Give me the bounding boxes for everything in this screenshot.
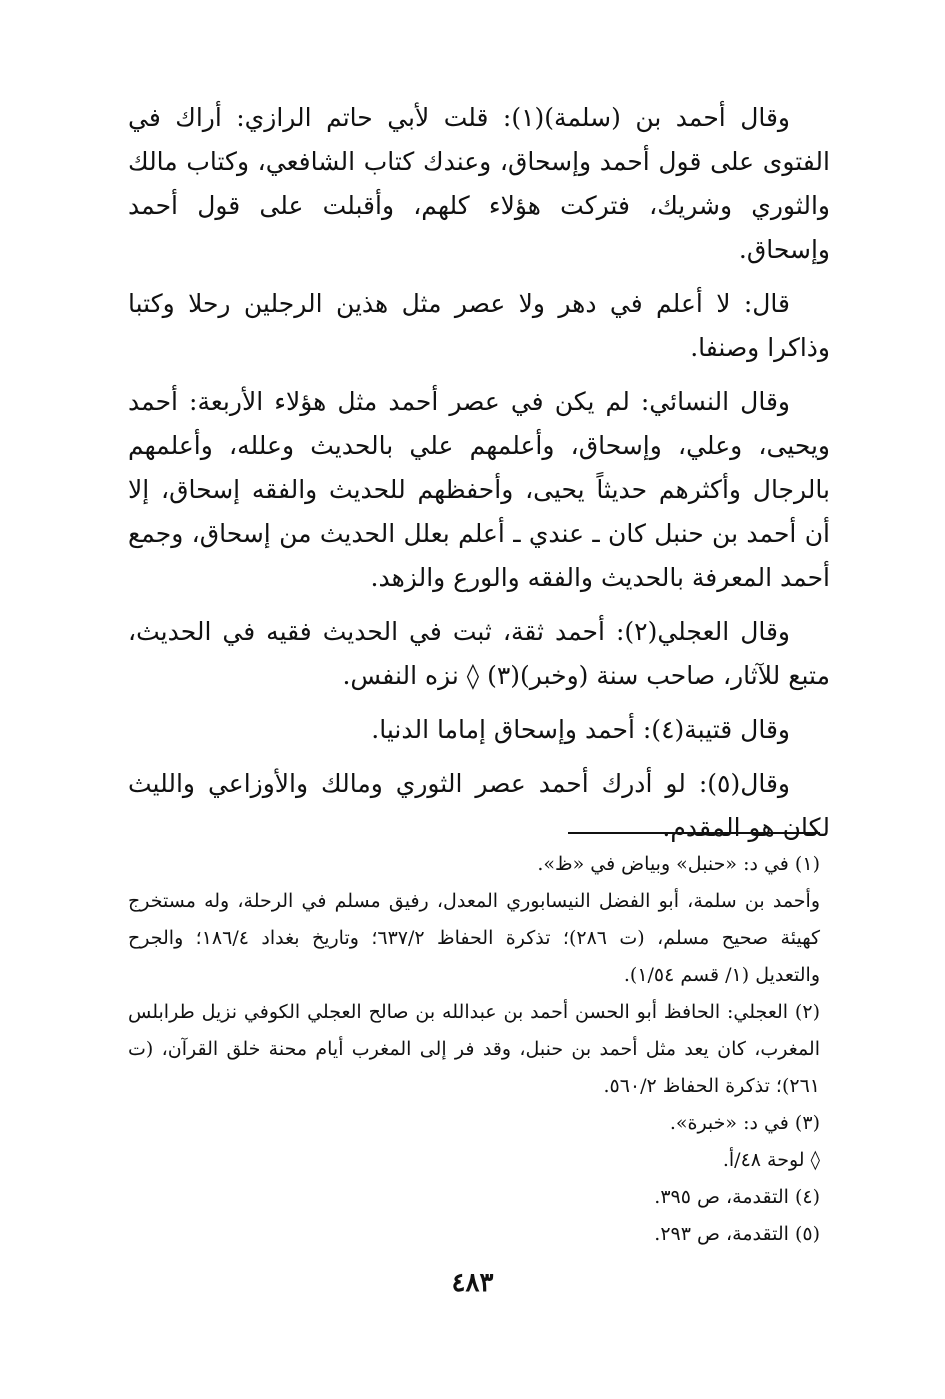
page-number: ٤٨٣: [451, 1268, 494, 1298]
paragraph-5: وقال قتيبة(٤): أحمد وإسحاق إماما الدنيا.: [371, 715, 790, 744]
footnote-1: (١) في د: «حنبل» وبياض في «ظ».: [537, 853, 820, 875]
main-text: [128, 96, 830, 860]
paragraph-1: وقال أحمد بن (سلمة)(١): قلت لأبي حاتم الرازي: أراك في الفتوى على قول أحمد وإسحاق، وعندك كتاب الشافعي، وكتاب مالك والثوري وشريك، فتركت هؤلاء كلهم، وأقبلت على قول أحمد وإسحاق.: [128, 103, 830, 264]
footnote-5: (٥) التقدمة، ص ٢٩٣.: [654, 1223, 820, 1245]
footnote-2: (٢) العجلي: الحافظ أبو الحسن أحمد بن عبدالله بن صالح العجلي الكوفي نزيل طرابلس المغرب، كان يعد مثل أحمد بن حنبل، وقد فر إلى المغرب أيام محنة خلق القرآن، (ت ٢٦١)؛ تذكرة الحفاظ ٥٦٠/٢.: [128, 1001, 820, 1097]
footnote-1-continuation: وأحمد بن سلمة، أبو الفضل النيسابوري المعدل، رفيق مسلم في الرحلة، وله مستخرج كهيئة صحيح مسلم، (ت ٢٨٦)؛ تذكرة الحفاظ ٦٣٧/٢؛ وتاريخ بغداد ١٨٦/٤؛ والجرح والتعديل (١/ قسم ١/٥٤).: [128, 890, 820, 986]
paragraph-4: وقال العجلي(٢): أحمد ثقة، ثبت في الحديث فقيه في الحديث، متبع للآثار، صاحب سنة (وخبر)(٣) ◊ نزه النفس.: [128, 617, 830, 690]
footnotes: [128, 846, 820, 1253]
folio-marker-note: ◊ لوحة ٤٨/أ.: [722, 1149, 820, 1171]
footnote-4: (٤) التقدمة، ص ٣٩٥.: [654, 1186, 820, 1208]
paragraph-6: وقال(٥): لو أدرك أحمد عصر الثوري ومالك والأوزاعي والليث لكان هو المقدم.: [128, 769, 830, 842]
paragraph-3: وقال النسائي: لم يكن في عصر أحمد مثل هؤلاء الأربعة: أحمد ويحيى، وعلي، وإسحاق، وأعلمهم علي بالحديث وعلله، وأعلمهم بالرجال وأكثرهم حديثاً يحيى، وأحفظهم للحديث والفقه إسحاق، إلا أن أحمد بن حنبل كان ـ عندي ـ أعلم بعلل الحديث من إسحاق، وجمع أحمد المعرفة بالحديث والفقه والورع والزهد.: [128, 387, 830, 592]
paragraph-2: قال: لا أعلم في دهر ولا عصر مثل هذين الرجلين رحلا وكتبا وذاكرا وصنفا.: [128, 289, 830, 362]
footnote-separator: [568, 832, 820, 834]
footnote-3: (٣) في د: «خبرة».: [669, 1112, 820, 1134]
